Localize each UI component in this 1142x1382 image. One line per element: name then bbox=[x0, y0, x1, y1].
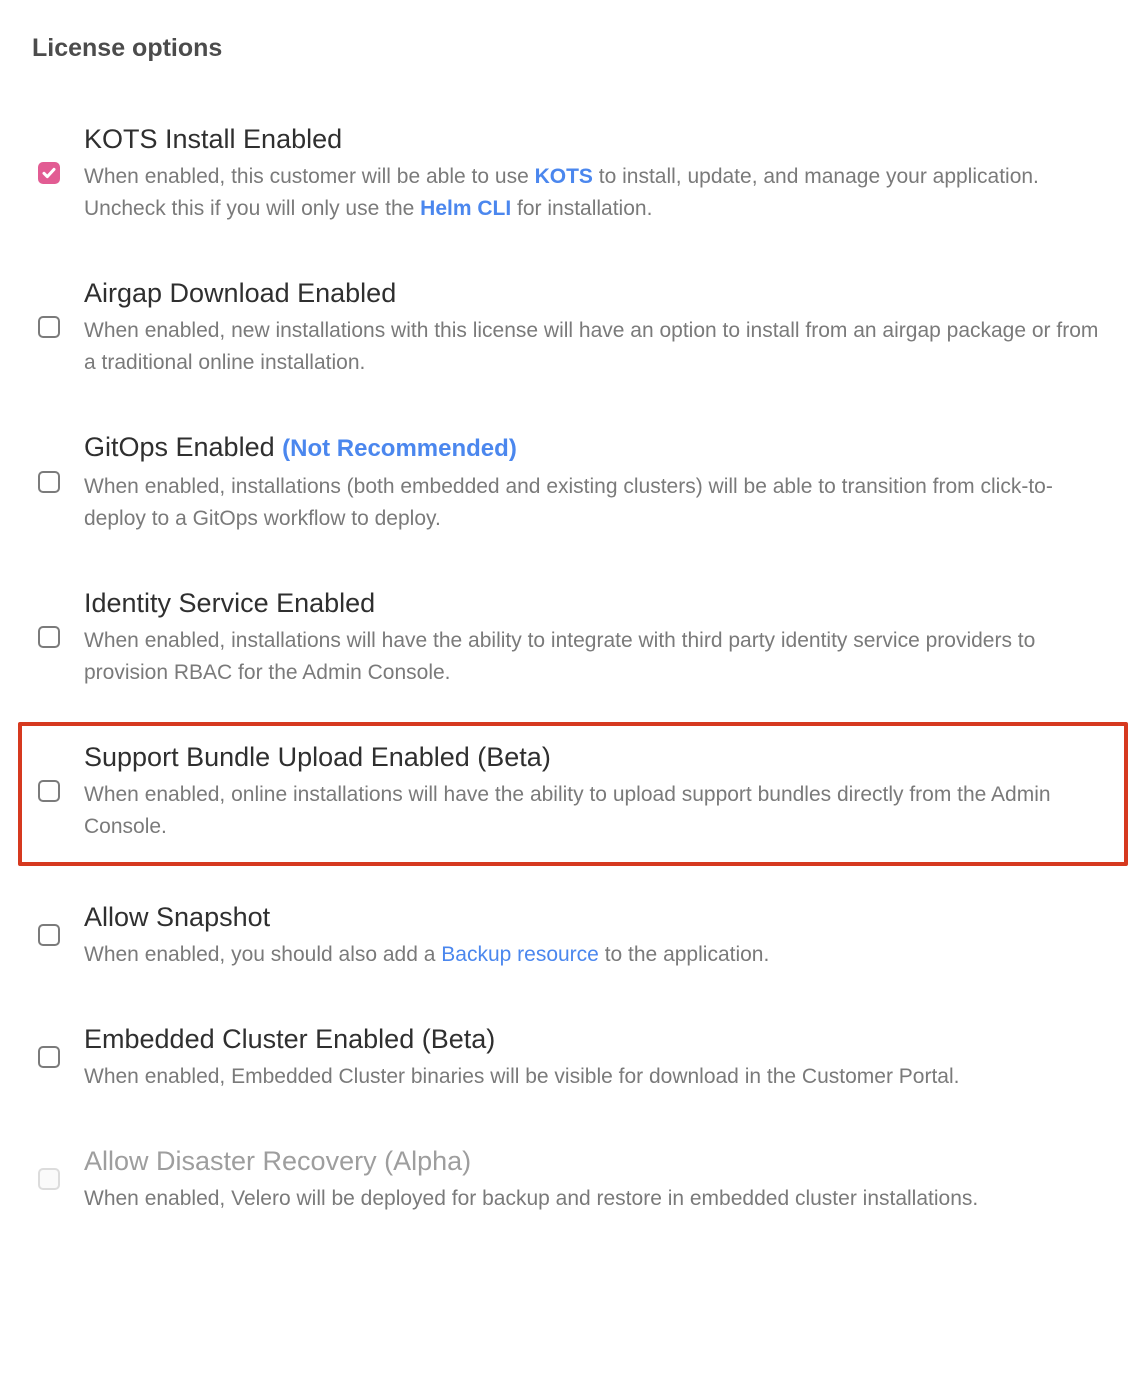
allow-disaster-recovery-checkbox bbox=[38, 1168, 60, 1190]
checkmark-icon bbox=[41, 165, 57, 181]
embedded-cluster-checkbox[interactable] bbox=[38, 1046, 60, 1068]
identity-service-checkbox[interactable] bbox=[38, 626, 60, 648]
support-bundle-upload-checkbox[interactable] bbox=[38, 780, 60, 802]
description-text: for installation. bbox=[511, 197, 653, 220]
option-allow-disaster-recovery bbox=[32, 1143, 1110, 1215]
option-identity-service bbox=[32, 585, 1110, 689]
option-label: Allow Disaster Recovery (Alpha) bbox=[84, 1146, 472, 1176]
option-label: Allow Snapshot bbox=[84, 902, 271, 932]
description-text: to install, update, and manage your application. Uncheck this if you will only use the bbox=[84, 165, 1039, 220]
page-title: License options bbox=[32, 34, 223, 62]
airgap-download-checkbox[interactable] bbox=[38, 316, 60, 338]
option-allow-snapshot bbox=[32, 899, 1110, 971]
option-label bbox=[84, 429, 1104, 467]
option-description: When enabled, Velero will be deployed for backup and restore in embedded cluster installations. bbox=[84, 1187, 979, 1210]
option-label: Support Bundle Upload Enabled (Beta) bbox=[84, 742, 551, 772]
kots-install-checkbox[interactable] bbox=[38, 162, 60, 184]
option-label: KOTS Install Enabled bbox=[84, 124, 343, 154]
option-description bbox=[84, 161, 1104, 225]
backup-resource-link[interactable]: Backup resource bbox=[441, 943, 599, 966]
option-kots-install bbox=[32, 121, 1110, 225]
option-description: When enabled, installations (both embedded and existing clusters) will be able to transition from click-to-deploy to a GitOps workflow to deploy. bbox=[84, 475, 1053, 530]
option-description bbox=[84, 939, 1104, 971]
option-description: When enabled, installations will have the ability to integrate with third party identity service providers to provision RBAC for the Admin Console. bbox=[84, 629, 1036, 684]
not-recommended-badge: (Not Recommended) bbox=[282, 435, 517, 462]
option-description: When enabled, new installations with this license will have an option to install from an airgap package or from a traditional online installation. bbox=[84, 319, 1099, 374]
option-label: Identity Service Enabled bbox=[84, 588, 376, 618]
option-label: Airgap Download Enabled bbox=[84, 278, 397, 308]
description-text: When enabled, this customer will be able to use bbox=[84, 165, 535, 188]
kots-link[interactable]: KOTS bbox=[534, 165, 593, 188]
option-embedded-cluster bbox=[32, 1021, 1110, 1093]
option-gitops bbox=[32, 429, 1110, 535]
option-support-bundle-upload bbox=[18, 722, 1128, 866]
description-text: When enabled, you should also add a bbox=[84, 943, 442, 966]
helm-cli-link[interactable]: Helm CLI bbox=[420, 197, 512, 220]
option-description: When enabled, Embedded Cluster binaries will be visible for download in the Customer Portal. bbox=[84, 1065, 960, 1088]
option-airgap-download bbox=[32, 275, 1110, 379]
gitops-checkbox[interactable] bbox=[38, 471, 60, 493]
option-label-text: GitOps Enabled bbox=[84, 432, 275, 462]
allow-snapshot-checkbox[interactable] bbox=[38, 924, 60, 946]
option-label: Embedded Cluster Enabled (Beta) bbox=[84, 1024, 496, 1054]
option-description: When enabled, online installations will have the ability to upload support bundles directly from the Admin Console. bbox=[84, 783, 1051, 838]
description-text: to the application. bbox=[598, 943, 770, 966]
